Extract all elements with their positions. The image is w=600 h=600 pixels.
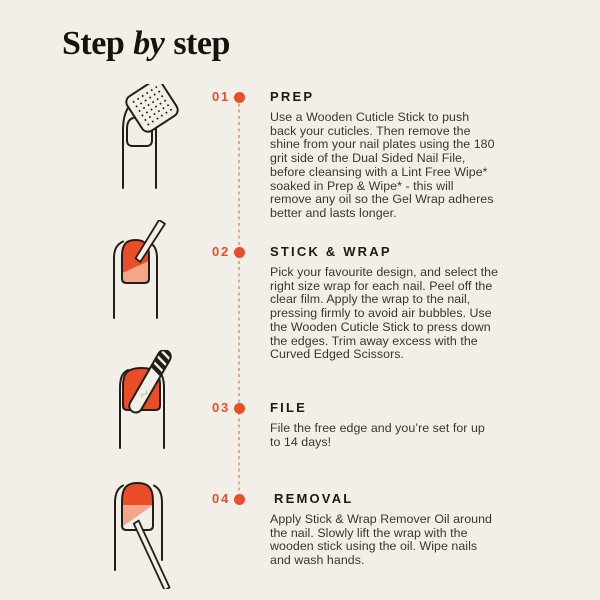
step-number: 02 — [211, 244, 230, 259]
step-description: File the free edge and you’re set for up to 14 days! — [270, 421, 485, 449]
removal-illustration — [107, 477, 185, 589]
timeline-dot — [234, 92, 245, 103]
step-title: PREP — [270, 89, 315, 104]
step-number: 04 — [211, 491, 230, 506]
step-description: Apply Stick & Wrap Remover Oil around the nail. Slowly lift the wrap with the wooden stick using the oil. Wipe nails and wash hands. — [270, 512, 492, 568]
page-title — [62, 27, 230, 61]
step-title: FILE — [270, 400, 307, 415]
timeline-dotted-line — [238, 97, 240, 499]
step-title: REMOVAL — [274, 491, 354, 506]
step-description: Use a Wooden Cuticle Stick to push back your cuticles. Then remove the shine from your nail plates using the 180 grit side of the Dual Sided Nail File, before cleansing with a Lint Free Wipe* soaked in Prep & Wipe* - this will remove any oil so the Gel Wrap adheres better and lasts longer. — [270, 110, 495, 220]
file-illustration — [104, 350, 182, 450]
timeline-dot — [234, 403, 245, 414]
title-word-step2: step — [165, 25, 230, 62]
prep-illustration — [101, 84, 193, 190]
step-title: STICK & WRAP — [270, 244, 392, 259]
finger-with-lifting-stick-icon — [107, 477, 185, 589]
title-word-by: by — [133, 25, 165, 62]
finger-with-cuticle-stick-icon — [107, 220, 179, 320]
stick-and-wrap-illustration — [107, 220, 179, 320]
finger-with-buffer-icon — [101, 84, 193, 190]
nail-buffer-icon — [124, 84, 181, 134]
wooden-stick-icon — [134, 521, 170, 589]
timeline-dot — [234, 494, 245, 505]
step-description: Pick your favourite design, and select the right size wrap for each nail. Peel off the clear film. Apply the wrap to the nail, pressing firmly to avoid air bubbles. Use the Wooden Cuticle Stick to press down the edges. Trim away excess with the Curved Edged Scissors. — [270, 265, 499, 362]
title-word-step: Step — [62, 25, 133, 62]
finger-with-nail-file-icon — [104, 350, 182, 450]
timeline-dot — [234, 247, 245, 258]
finger-outline — [154, 486, 162, 561]
step-number: 01 — [211, 89, 230, 104]
step-number: 03 — [211, 400, 230, 415]
